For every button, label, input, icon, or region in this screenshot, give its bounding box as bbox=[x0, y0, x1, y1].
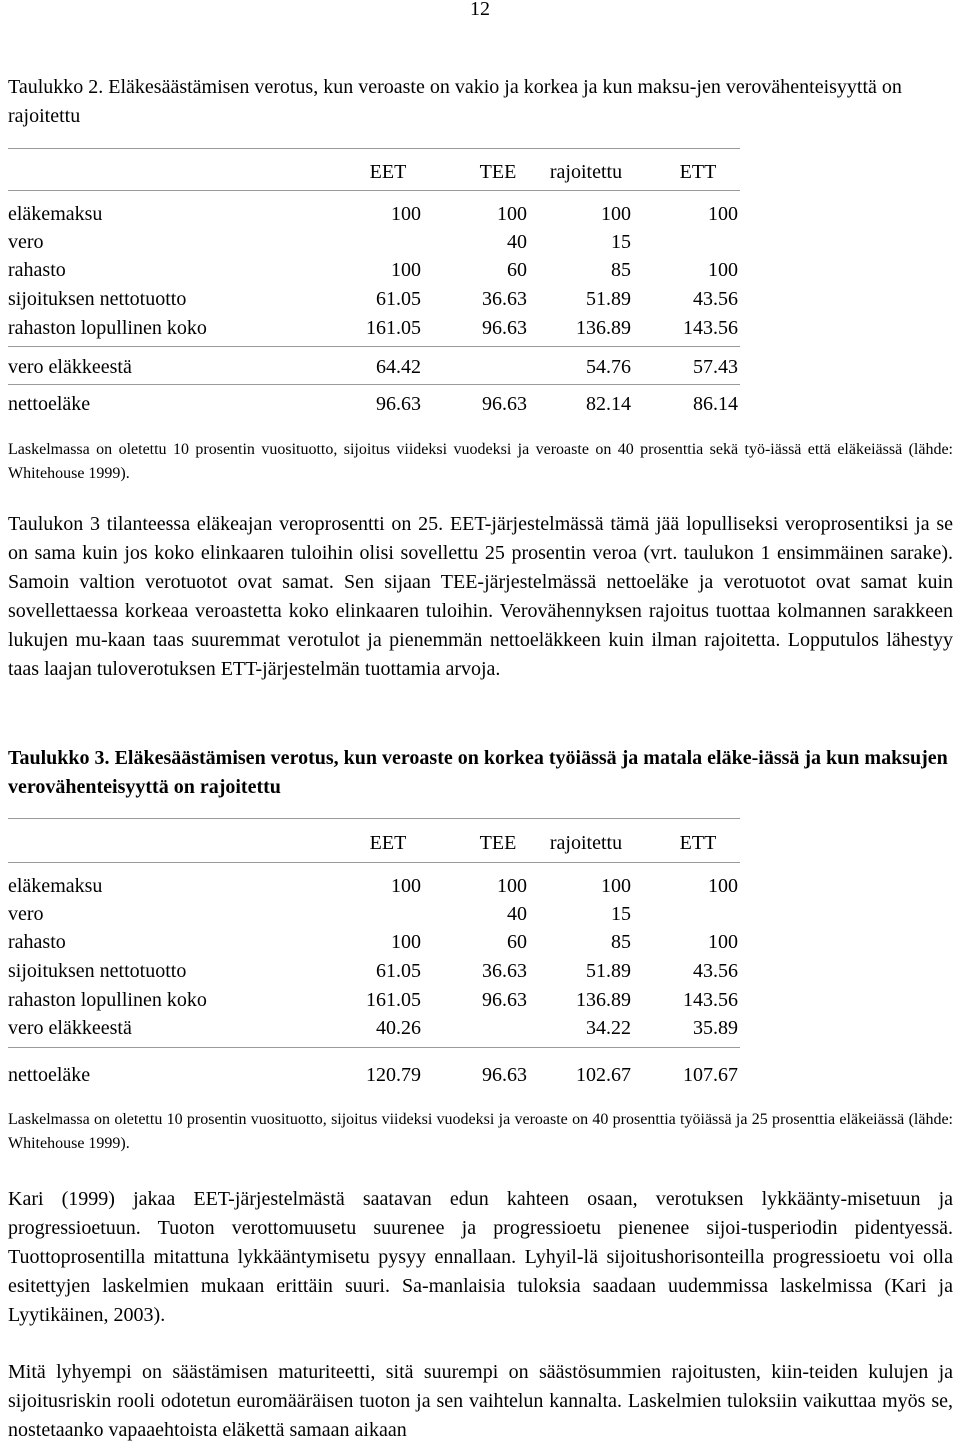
table2-divider bbox=[8, 384, 740, 385]
table3-row bbox=[8, 1061, 740, 1089]
table3-cell: 34.22 bbox=[586, 1017, 631, 1039]
table3-cell: 85 bbox=[611, 931, 631, 953]
table3-caption bbox=[8, 744, 953, 802]
table3-cell: 51.89 bbox=[586, 960, 631, 982]
table2-caption bbox=[8, 73, 953, 131]
table3-cell: 107.67 bbox=[683, 1064, 738, 1086]
table2-cell: 64.42 bbox=[376, 356, 421, 378]
table3-cell: 102.67 bbox=[576, 1064, 631, 1086]
table3-cell: 15 bbox=[611, 903, 631, 925]
table2-cell: 15 bbox=[611, 231, 631, 253]
table2-cell: 54.76 bbox=[586, 356, 631, 378]
table3-cell: 35.89 bbox=[693, 1017, 738, 1039]
table3-row bbox=[8, 957, 740, 985]
table2-note: Laskelmassa on oletettu 10 prosentin vuosituotto, sijoitus viideksi vuodeksi ja veroaste on 40 prosenttia sekä työ-iässä että eläkeiässä (lähde: Whitehouse 1999). bbox=[8, 441, 953, 482]
table2-divider bbox=[8, 346, 740, 347]
table2-header-ett: ETT bbox=[679, 161, 717, 183]
table3-row-label: rahasto bbox=[8, 931, 66, 953]
table2-row bbox=[8, 256, 740, 284]
table2-cell: 43.56 bbox=[693, 288, 738, 310]
table2-top-rule bbox=[8, 148, 740, 149]
table3-cell: 96.63 bbox=[482, 1064, 527, 1086]
table2-row-label: vero eläkkeestä bbox=[8, 356, 132, 378]
table2-row-label: vero bbox=[8, 231, 44, 253]
table2-cell: 96.63 bbox=[482, 317, 527, 339]
table3-cell: 100 bbox=[391, 931, 421, 953]
table2-row-label: sijoituksen nettotuotto bbox=[8, 288, 187, 310]
table2-cell: 100 bbox=[391, 203, 421, 225]
table2-row-label: rahasto bbox=[8, 259, 66, 281]
table2-cell: 51.89 bbox=[586, 288, 631, 310]
table3-header-ett: ETT bbox=[679, 832, 717, 854]
table3-row-label: vero eläkkeestä bbox=[8, 1017, 132, 1039]
table2-cell: 100 bbox=[497, 203, 527, 225]
table2-row bbox=[8, 228, 740, 256]
table3-header-rajoitettu: rajoitettu bbox=[549, 832, 623, 854]
table2-row bbox=[8, 390, 740, 418]
table3-caption-label: Taulukko 3. bbox=[8, 747, 110, 769]
table3-cell: 143.56 bbox=[683, 989, 738, 1011]
table3-caption-text: Eläkesäästämisen verotus, kun veroaste on korkea työiässä ja matala eläke-iässä ja kun maksujen verovähenteisyyttä on rajoitettu bbox=[8, 747, 948, 798]
table2-cell: 36.63 bbox=[482, 288, 527, 310]
table2-cell: 40 bbox=[507, 231, 527, 253]
table2-caption-label: Taulukko 2. bbox=[8, 76, 104, 98]
table2-row-label: rahaston lopullinen koko bbox=[8, 317, 207, 339]
table2-cell: 161.05 bbox=[366, 317, 421, 339]
table3-row bbox=[8, 986, 740, 1014]
paragraph-3: Mitä lyhyempi on säästämisen maturiteetti, sitä suurempi on säästösummien rajoitusten, kiin-teiden kulujen ja sijoitusriskin rooli odotetun euromääräisen tuoton ja sen vaihtelun kannalta. Laskelmien tuloksiin vaikuttaa myös se, nostetaanko vapaaehtoista eläkettä samaan aikaan bbox=[8, 1361, 953, 1441]
table3-row-label: vero bbox=[8, 903, 44, 925]
paragraph-2: Kari (1999) jakaa EET-järjestelmästä saatavan edun kahteen osaan, verotuksen lykkäänty-misetuun ja progressioetuun. Tuoton verottomuusetu suurenee ja progressioetu pienenee sijoi-tusperiodin pidentyessä. Tuottoprosentilla mitattuna lykkääntymisetu pysyy ennallaan. Lyhyil-lä sijoitushorisonteilla progressioetu voi olla esitettyjen laskelmien mukaan erittäin suuri. Sa-manlaisia tuloksia saadaan uudemmissa laskelmissa (Kari ja Lyytikäinen, 2003). bbox=[8, 1188, 953, 1326]
table2-cell: 57.43 bbox=[693, 356, 738, 378]
table3-note: Laskelmassa on oletettu 10 prosentin vuosituotto, sijoitus viideksi vuodeksi ja veroaste on 40 prosenttia työiässä ja 25 prosenttia eläkeiässä (lähde: Whitehouse 1999). bbox=[8, 1111, 953, 1152]
table3-row-label: eläkemaksu bbox=[8, 875, 103, 897]
table2-cell: 82.14 bbox=[586, 393, 631, 415]
table2-row bbox=[8, 200, 740, 228]
table2-row bbox=[8, 285, 740, 313]
table2-header-row bbox=[8, 158, 740, 186]
table3-cell: 43.56 bbox=[693, 960, 738, 982]
table3-cell: 40 bbox=[507, 903, 527, 925]
table3-cell: 40.26 bbox=[376, 1017, 421, 1039]
table2-cell: 136.89 bbox=[576, 317, 631, 339]
table3-row bbox=[8, 872, 740, 900]
table2-cell: 85 bbox=[611, 259, 631, 281]
paragraph-1: Taulukon 3 tilanteessa eläkeajan veroprosentti on 25. EET-järjestelmässä tämä jää lopulliseksi veroprosentiksi ja se on sama kuin jos koko elinkaaren tuloihin olisi sovellettu 25 prosentin veroa (vrt. taulukon 1 ensimmäinen sarake). Samoin valtion verotuotot ovat samat. Sen sijaan TEE-järjestelmässä nettoeläke ja verotuotot ovat samat kuin sovellettaessa korkeaa veroastetta koko elinkaaren tuloihin. Verovähennyksen rajoitus tuottaa kolmannen sarakkeen lukujen mu-kaan taas suuremmat verotulot ja pienemmän nettoeläkkeen kuin ilman rajoitetta. Lopputulos lähestyy taas laajan tuloverotuksen ETT-järjestelmän tuottamia arvoja. bbox=[8, 513, 953, 680]
table2-row-label: eläkemaksu bbox=[8, 203, 103, 225]
table3-cell: 100 bbox=[601, 875, 631, 897]
table2-cell: 60 bbox=[507, 259, 527, 281]
table2-header-tee: TEE bbox=[479, 161, 517, 183]
table3-header-row bbox=[8, 829, 740, 857]
table3-cell: 96.63 bbox=[482, 989, 527, 1011]
page-number: 12 bbox=[470, 0, 490, 20]
table3-cell: 36.63 bbox=[482, 960, 527, 982]
table3-header-eet: EET bbox=[369, 832, 407, 854]
table2-row bbox=[8, 353, 740, 381]
table2-cell: 86.14 bbox=[693, 393, 738, 415]
table2-header-eet: EET bbox=[369, 161, 407, 183]
table2-cell: 61.05 bbox=[376, 288, 421, 310]
table3-row-label: sijoituksen nettotuotto bbox=[8, 960, 187, 982]
table3-row-label: rahaston lopullinen koko bbox=[8, 989, 207, 1011]
table3-cell: 100 bbox=[708, 875, 738, 897]
table3-cell: 120.79 bbox=[366, 1064, 421, 1086]
table3-divider bbox=[8, 1047, 740, 1048]
table3-row bbox=[8, 1014, 740, 1042]
table3-row-label: nettoeläke bbox=[8, 1064, 91, 1086]
table2-header-rajoitettu: rajoitettu bbox=[549, 161, 623, 183]
table3 bbox=[8, 818, 740, 1098]
table3-cell: 136.89 bbox=[576, 989, 631, 1011]
table3-header-rule bbox=[8, 862, 740, 863]
table2-cell: 100 bbox=[708, 203, 738, 225]
table2-cell: 96.63 bbox=[482, 393, 527, 415]
table2 bbox=[8, 148, 740, 418]
table2-row-label: nettoeläke bbox=[8, 393, 91, 415]
table2-cell: 100 bbox=[708, 259, 738, 281]
table3-cell: 100 bbox=[391, 875, 421, 897]
table3-top-rule bbox=[8, 818, 740, 819]
table2-caption-text: Eläkesäästämisen verotus, kun veroaste on vakio ja korkea ja kun maksu-jen verovähenteisyyttä on rajoitettu bbox=[8, 76, 902, 127]
table3-cell: 60 bbox=[507, 931, 527, 953]
table3-header-tee: TEE bbox=[479, 832, 517, 854]
table2-cell: 100 bbox=[391, 259, 421, 281]
table3-cell: 61.05 bbox=[376, 960, 421, 982]
table3-row bbox=[8, 900, 740, 928]
table2-row bbox=[8, 314, 740, 342]
table3-cell: 161.05 bbox=[366, 989, 421, 1011]
table2-cell: 100 bbox=[601, 203, 631, 225]
table2-cell: 143.56 bbox=[683, 317, 738, 339]
table3-row bbox=[8, 928, 740, 956]
table2-header-rule bbox=[8, 190, 740, 191]
table2-cell: 96.63 bbox=[376, 393, 421, 415]
table3-cell: 100 bbox=[708, 931, 738, 953]
table3-cell: 100 bbox=[497, 875, 527, 897]
